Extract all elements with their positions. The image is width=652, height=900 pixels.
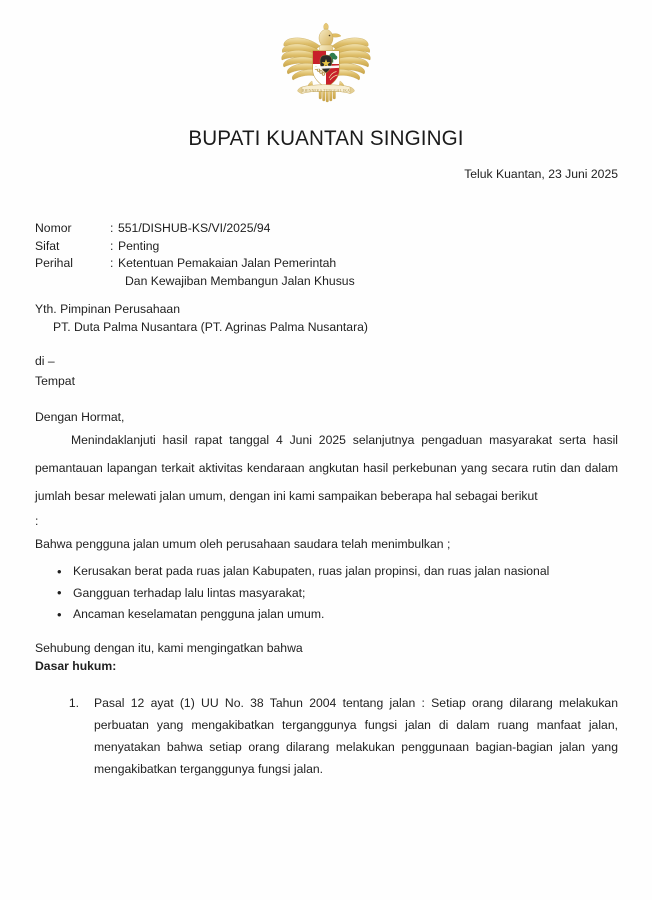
reminder-line: Sehubung dengan itu, kami mengingatkan bahwa bbox=[35, 640, 303, 655]
addressee-block bbox=[35, 300, 368, 336]
reference-block bbox=[35, 220, 355, 290]
opening-paragraph-tail: : bbox=[35, 514, 39, 528]
letter-body bbox=[35, 409, 618, 780]
addressee-place-prefix: di – bbox=[35, 354, 55, 368]
reference-label-nomor: Nomor bbox=[35, 221, 72, 235]
reference-row-sifat bbox=[35, 238, 355, 256]
dateline: Teluk Kuantan, 23 Juni 2025 bbox=[464, 167, 618, 181]
reference-label-perihal: Perihal bbox=[35, 256, 73, 270]
reference-separator: : bbox=[110, 256, 114, 270]
reference-value-sifat: Penting bbox=[118, 238, 160, 253]
motto-ribbon bbox=[298, 85, 355, 94]
impact-lead-line: Bahwa pengguna jalan umum oleh perusahaan saudara telah menimbulkan ; bbox=[35, 537, 451, 551]
list-item: Pasal 12 ayat (1) UU No. 38 Tahun 2004 tentang jalan : Setiap orang dilarang melakukan perbuatan yang mengakibatkan terganggunya fungsi jalan di dalam ruang manfaat jalan, menyatakan bahwa setiap orang dilarang melakukan penggunaan bagian-bagian jalan yang mengakibatkan terganggunya fungsi jalan. bbox=[94, 695, 618, 776]
page-title: BUPATI KUANTAN SINGINGI bbox=[188, 126, 464, 150]
garuda-pancasila-emblem bbox=[276, 22, 376, 120]
reference-separator: : bbox=[110, 221, 114, 235]
reference-value-perihal: Ketentuan Pemakaian Jalan Pemerintah bbox=[118, 256, 337, 270]
legal-basis-list bbox=[35, 692, 618, 780]
addressee-line-company: PT. Duta Palma Nusantara (PT. Agrinas Palma Nusantara) bbox=[53, 320, 368, 334]
reference-value-nomor: 551/DISHUB-KS/VI/2025/94 bbox=[118, 221, 271, 235]
list-item: • Kerusakan berat pada ruas jalan Kabupaten, ruas jalan propinsi, dan ruas jalan nasional bbox=[35, 561, 618, 583]
impact-list bbox=[35, 561, 618, 626]
opening-paragraph: Menindaklanjuti hasil rapat tanggal 4 Juni 2025 selanjutnya pengaduan masyarakat serta hasil pemantauan lapangan terkait aktivitas kendaraan angkutan hasil perkebunan yang secara rutin dan dalam jumlah besar melewati jalan umum, dengan ini kami sampaikan beberapa hal sebagai berikut bbox=[35, 433, 618, 503]
legal-basis-heading: Dasar hukum: bbox=[35, 658, 117, 673]
salutation: Dengan Hormat, bbox=[35, 410, 125, 424]
pancasila-shield bbox=[311, 51, 343, 87]
list-item: • Gangguan terhadap lalu lintas masyarakat; bbox=[35, 583, 618, 605]
reference-separator: : bbox=[110, 238, 114, 253]
reference-row-perihal bbox=[35, 255, 355, 273]
garuda-head bbox=[319, 29, 333, 47]
reference-row-nomor bbox=[35, 220, 355, 238]
letterhead bbox=[0, 0, 652, 151]
list-item: • Ancaman keselamatan pengguna jalan umum. bbox=[35, 604, 618, 626]
reference-label-sifat: Sifat bbox=[35, 238, 60, 253]
addressee-place-block bbox=[35, 352, 75, 391]
reference-subject-continuation: Dan Kewajiban Membangun Jalan Khusus bbox=[125, 273, 355, 288]
addressee-line-recipient: Yth. Pimpinan Perusahaan bbox=[35, 302, 180, 316]
addressee-place-value: Tempat bbox=[35, 373, 75, 388]
svg-text:BHINNEKA TUNGGAL IKA: BHINNEKA TUNGGAL IKA bbox=[302, 89, 350, 93]
